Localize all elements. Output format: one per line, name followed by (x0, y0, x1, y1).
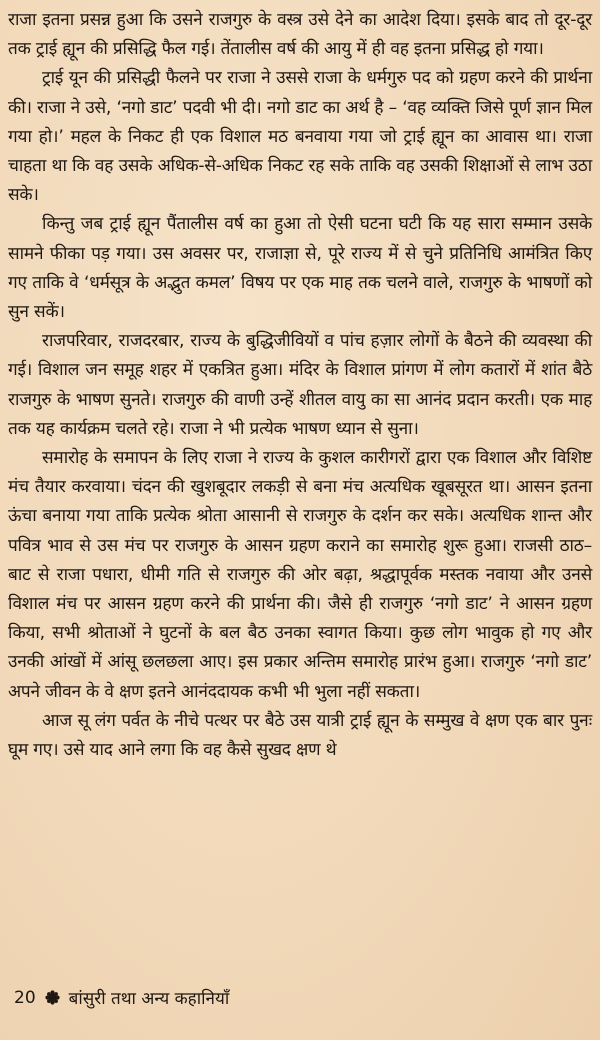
book-title: बांसुरी तथा अन्य कहानियाँ (68, 989, 230, 1009)
page-number: 20 (14, 987, 36, 1008)
paragraph: ट्राई यून की प्रसिद्धी फैलने पर राजा ने उससे राजा के धर्मगुरु पद को ग्रहण करने की प्रार्थना की। राजा ने उसे, ‘नगो डाट’ पदवी भी दी। नगो डाट का अर्थ है – ‘वह व्यक्ति जिसे पूर्ण ज्ञान मिल गया हो।’ महल के निकट ही एक विशाल मठ बनवाया गया जो ट्राई ह्यून का आवास था। राजा चाहता था कि वह उसके अधिक-से-अधिक निकट रह सके ताकि वह उसकी शिक्षाओं से लाभ उठा सके। (8, 68, 592, 206)
paragraph: राजपरिवार, राजदरबार, राज्य के बुद्धिजीवियों व पांच हज़ार लोगों के बैठने की व्यवस्था की गई। विशाल जन समूह शहर में एकत्रित हुआ। मंदिर के विशाल प्रांगण में लोग कतारों में शांत बैठे राजगुरु के भाषण सुनते। राजगुरु की वाणी उन्हें शीतल वायु का सा आनंद प्रदान करती। एक माह तक यह कार्यक्रम चलते रहे। राजा ने भी प्रत्येक भाषण ध्यान से सुना। (8, 331, 592, 439)
page-body (8, 6, 592, 765)
paragraph: आज सू लंग पर्वत के नीचे पत्थर पर बैठे उस यात्री ट्राई ह्यून के सम्मुख वे क्षण एक बार पुनः घूम गए। उसे याद आने लगा कि वह कैसे सुखद क्षण थे (8, 710, 592, 761)
page-footer (14, 986, 229, 1009)
flower-bullet-icon (45, 990, 60, 1005)
paragraph: किन्तु जब ट्राई ह्यून पैंतालीस वर्ष का हुआ तो ऐसी घटना घटी कि यह सारा सम्मान उसके सामने फीका पड़ गया। उस अवसर पर, राजाज्ञा से, पूरे राज्य में से चुने प्रतिनिधि आमंत्रित किए गए ताकि वे ‘धर्मसूत्र के अद्भुत कमल’ विषय पर एक माह तक चलने वाले, राजगुरु के भाषणों को सुन सकें। (8, 214, 592, 323)
paragraph: समारोह के समापन के लिए राजा ने राज्य के कुशल कारीगरों द्वारा एक विशाल और विशिष्ट मंच तैयार करवाया। चंदन की खुशबूदार लकड़ी से बना मंच अत्यधिक खूबसूरत था। आसन इतना ऊंचा बनाया गया ताकि प्रत्येक श्रोता आसानी से राजगुरु के दर्शन कर सके। अत्यधिक शान्त और पवित्र भाव से उस मंच पर राजगुरु के आसन ग्रहण कराने का समारोह शुरू हुआ। राजसी ठाठ–बाट से राजा पधारा, धीमी गति से राजगुरु की ओर बढ़ा, श्रद्धापूर्वक मस्तक नवाया और उनसे विशाल मंच पर आसन ग्रहण करने की प्रार्थना की। जैसे ही राजगुरु ‘नगो डाट’ ने आसन ग्रहण किया, सभी श्रोताओं ने घुटनों के बल बैठ उनका स्वागत किया। कुछ लोग भावुक हो गए और उनकी आंखों में आंसू छलछला आए। इस प्रकार अन्तिम समारोह प्रारंभ हुआ। राजगुरु ‘नगो डाट’ अपने जीवन के वे क्षण इतने आनंददायक कभी भी भुला नहीं सकता। (8, 448, 592, 702)
paragraph: राजा इतना प्रसन्न हुआ कि उसने राजगुरु के वस्त्र उसे देने का आदेश दिया। इसके बाद तो दूर-दूर तक ट्राई ह्यून की प्रसिद्धि फैल गई। तेंतालीस वर्ष की आयु में ही वह इतना प्रसिद्ध हो गया। (8, 10, 592, 60)
